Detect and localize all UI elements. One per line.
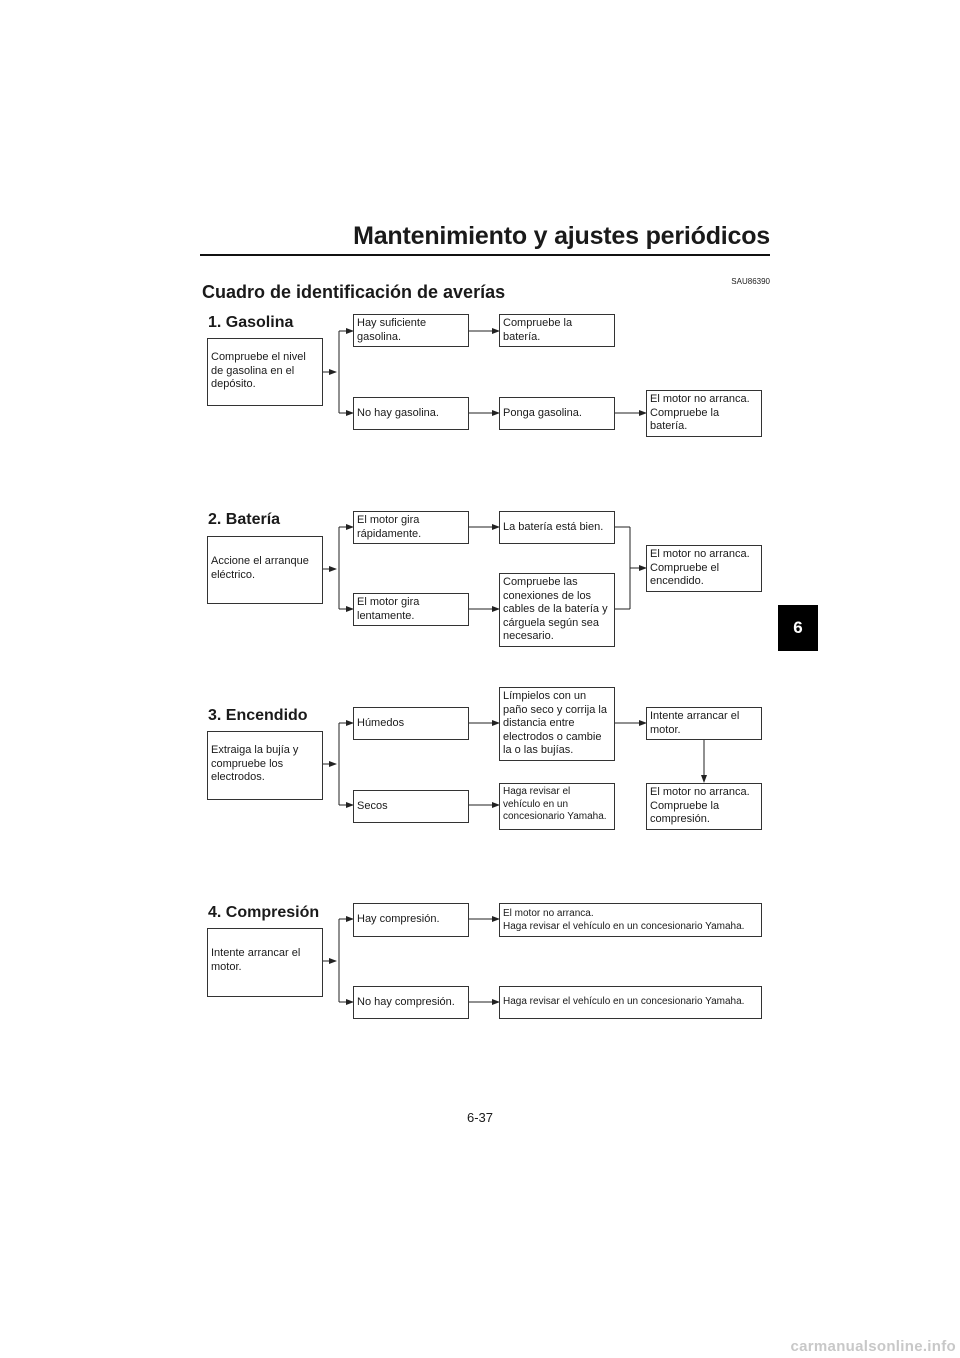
- step-4-yes-box: Hay compresión.: [353, 903, 469, 937]
- step-2-result-box: El motor no arranca. Compruebe el encendido.: [646, 545, 762, 592]
- step-1-title: 1. Gasolina: [208, 314, 294, 331]
- step-2-yes-box: El motor gira rápidamente.: [353, 511, 469, 544]
- step-3-no-action-box: Haga revisar el vehículo en un concesionario Yamaha.: [499, 783, 615, 830]
- step-1-no-box: No hay gasolina.: [353, 397, 469, 430]
- step-4-no-box: No hay compresión.: [353, 986, 469, 1019]
- step-3-yes-next-box: Intente arrancar el motor.: [646, 707, 762, 740]
- step-3-title: 3. Encendido: [208, 707, 308, 724]
- step-1-yes-box: Hay suficiente gasolina.: [353, 314, 469, 347]
- step-3-check-box: Extraiga la bujía y compruebe los electrodos.: [207, 731, 323, 800]
- step-1-check-box: Compruebe el nivel de gasolina en el depósito.: [207, 338, 323, 406]
- step-3-yes-action-box: Límpielos con un paño seco y corrija la distancia entre electrodos o cambie la o las bujías.: [499, 687, 615, 761]
- step-2-no-box: El motor gira lentamente.: [353, 593, 469, 626]
- step-4-no-action-box: Haga revisar el vehículo en un concesionario Yamaha.: [499, 986, 762, 1019]
- doc-code: SAU86390: [731, 277, 770, 286]
- step-1-no-action-box: Ponga gasolina.: [499, 397, 615, 430]
- step-3-yes-box: Húmedos: [353, 707, 469, 740]
- step-3-result-box: El motor no arranca. Compruebe la compresión.: [646, 783, 762, 830]
- step-2-no-action-box: Compruebe las conexiones de los cables de la batería y cárguela según sea necesario.: [499, 573, 615, 647]
- section-title: Cuadro de identificación de averías: [202, 282, 506, 302]
- page-number: 6-37: [466, 1110, 494, 1125]
- step-4-title: 4. Compresión: [208, 904, 320, 921]
- page-header-title: Mantenimiento y ajustes periódicos: [353, 222, 770, 250]
- step-4-check-box: Intente arrancar el motor.: [207, 928, 323, 997]
- step-1-result-box: El motor no arranca. Compruebe la batería.: [646, 390, 762, 437]
- step-4-yes-action-box: El motor no arranca. Haga revisar el vehículo en un concesionario Yamaha.: [499, 903, 762, 937]
- step-3-no-box: Secos: [353, 790, 469, 823]
- step-1-yes-action-box: Compruebe la batería.: [499, 314, 615, 347]
- watermark: carmanualsonline.info: [790, 1338, 956, 1355]
- step-2-title: 2. Batería: [208, 511, 281, 528]
- step-2-yes-action-box: La batería está bien.: [499, 511, 615, 544]
- step-2-check-box: Accione el arranque eléctrico.: [207, 536, 323, 604]
- chapter-tab[interactable]: 6: [778, 605, 818, 651]
